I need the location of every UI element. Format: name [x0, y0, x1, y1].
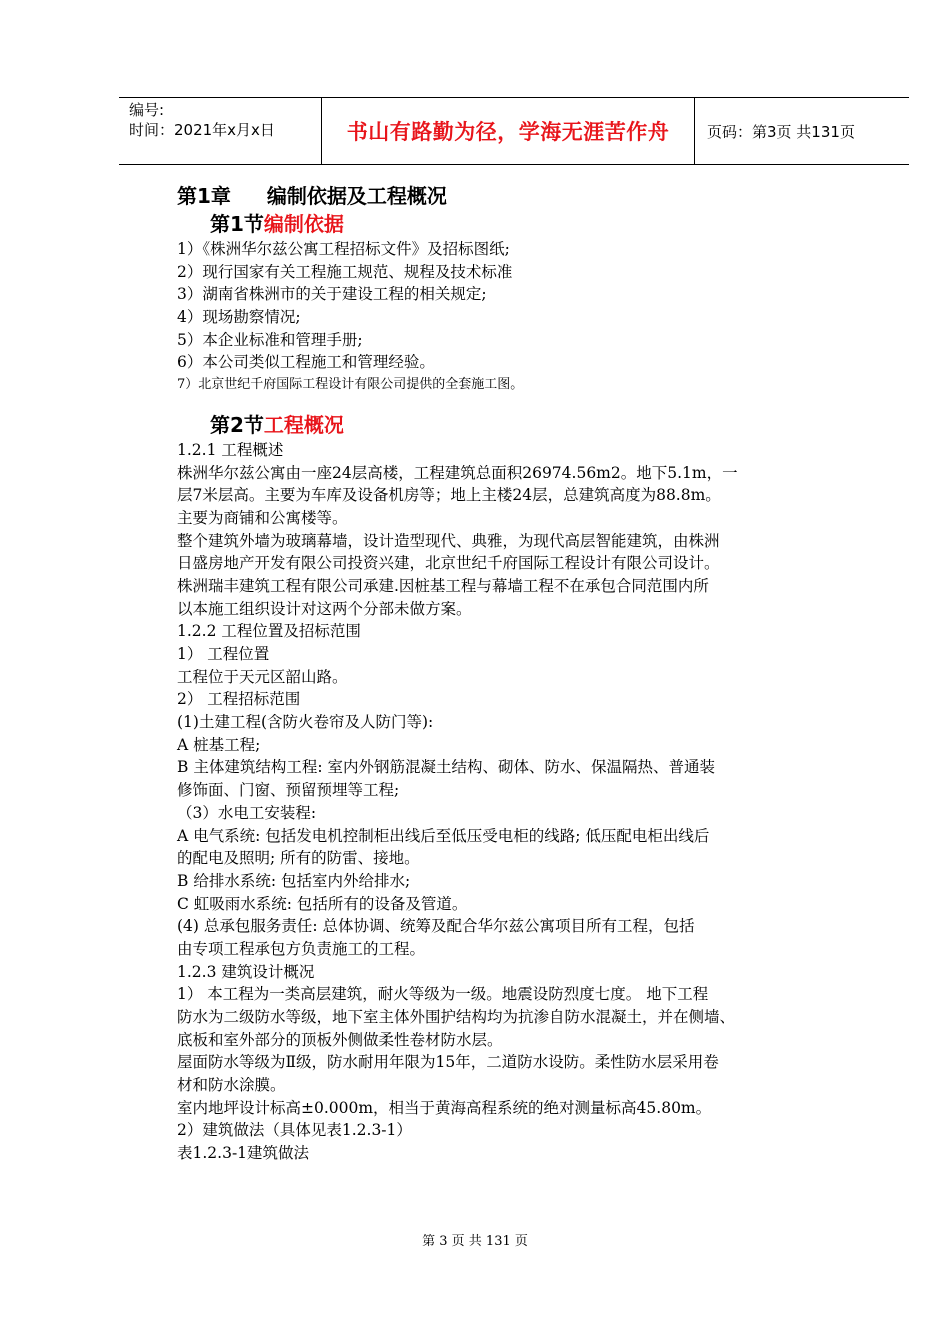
text-line: (4) 总承包服务责任: 总体协调、统筹及配合华尔兹公寓项目所有工程，包括 [177, 917, 695, 936]
text-line: 1.2.3 建筑设计概况 [177, 962, 315, 981]
section-title: 编制依据 [263, 212, 344, 236]
list-item: 2）现行国家有关工程施工规范、规程及技术标准 [177, 262, 513, 281]
text-line: B 给排水系统: 包括室内外给排水; [177, 871, 411, 890]
text-line: 1.2.2 工程位置及招标范围 [177, 622, 361, 641]
chapter-number: 第1章 [177, 184, 231, 208]
page-footer: 第 3 页 共 131 页 [422, 1234, 528, 1249]
text-line: 1） 本工程为一类高层建筑，耐火等级为一级。地震设防烈度七度。 地下工程 [177, 985, 709, 1004]
text-line: 防水为二级防水等级，地下室主体外围护结构均为抗渗自防水混凝土，并在侧墙、 [177, 1008, 736, 1026]
text-line: 工程位于天元区韶山路。 [177, 667, 348, 686]
text-line: 2）建筑做法（具体见表1.2.3-1） [177, 1121, 412, 1140]
chapter-heading [177, 182, 867, 210]
text-line: 屋面防水等级为Ⅱ级，防水耐用年限为15年，二道防水设防。柔性防水层采用卷 [177, 1053, 719, 1072]
text-line: 株洲瑞丰建筑工程有限公司承建.因桩基工程与幕墙工程不在承包合同范围内所 [177, 576, 709, 595]
text-line: 的配电及照明; 所有的防雷、接地。 [177, 849, 420, 868]
text-line: （3）水电工安装程: [177, 803, 317, 822]
document-header [119, 97, 909, 165]
list-item: 3）湖南省株洲市的关于建设工程的相关规定; [177, 285, 487, 304]
text-line: 表1.2.3-1建筑做法 [177, 1144, 310, 1163]
text-line: 1.2.1 工程概述 [177, 440, 284, 459]
text-line: 材和防水涂膜。 [177, 1076, 286, 1095]
list-item: 1）《株洲华尔兹公寓工程招标文件》及招标图纸; [177, 240, 510, 258]
text-line: A 桩基工程; [177, 735, 261, 754]
header-motto: 书山有路勤为径，学海无涯苦作舟 [322, 98, 695, 164]
number-label: 编号: [129, 101, 165, 119]
chapter-title: 编制依据及工程概况 [266, 184, 447, 208]
text-line: 2） 工程招标范围 [177, 690, 301, 709]
list-item: 6）本公司类似工程施工和管理经验。 [177, 353, 435, 372]
text-line: B 主体建筑结构工程: 室内外钢筋混凝土结构、砌体、防水、保温隔热、普通装 [177, 758, 715, 777]
text-line: A 电气系统: 包括发电机控制柜出线后至低压受电柜的线路; 低压配电柜出线后 [177, 826, 710, 845]
text-line: 室内地坪设计标高±0.000m，相当于黄海高程系统的绝对测量标高45.80m。 [177, 1098, 712, 1117]
text-line: 层7米层高。主要为车库及设备机房等；地上主楼24层，总建筑高度为88.8m。 [177, 486, 721, 505]
text-line: (1)土建工程(含防火卷帘及人防门等): [177, 713, 434, 732]
section-heading-2 [210, 411, 867, 439]
text-line: 以本施工组织设计对这两个分部未做方案。 [177, 599, 472, 618]
list-item: 7）北京世纪千府国际工程设计有限公司提供的全套施工图。 [177, 377, 524, 393]
header-meta [119, 98, 322, 164]
list-item: 4）现场勘察情况; [177, 308, 301, 327]
text-line: 主要为商铺和公寓楼等。 [177, 508, 348, 527]
section-title: 工程概况 [263, 412, 344, 437]
text-line: 底板和室外部分的顶板外侧做柔性卷材防水层。 [177, 1030, 503, 1049]
text-line: 日盛房地产开发有限公司投资兴建，北京世纪千府国际工程设计有限公司设计。 [177, 554, 720, 573]
document-body [177, 182, 867, 1165]
list-item: 5）本企业标准和管理手册; [177, 330, 363, 349]
text-line: 株洲华尔兹公寓由一座24层高楼，工程建筑总面积26974.56m2。地下5.1m，一 [177, 463, 738, 482]
section-number: 第2节 [210, 412, 264, 437]
text-line: C 虹吸雨水系统: 包括所有的设备及管道。 [177, 894, 468, 913]
text-line: 1） 工程位置 [177, 645, 270, 663]
text-line: 由专项工程承包方负责施工的工程。 [177, 939, 426, 958]
text-line: 整个建筑外墙为玻璃幕墙，设计造型现代、典雅，为现代高层智能建筑，由株洲 [177, 531, 720, 550]
section-number: 第1节 [210, 212, 264, 236]
time-label: 时间：2021年x月x日 [129, 121, 275, 139]
section-heading-1 [210, 210, 867, 238]
text-line: 修饰面、门窗、预留预埋等工程; [177, 781, 400, 800]
header-page-label: 页码：第3页 共131页 [707, 122, 855, 141]
